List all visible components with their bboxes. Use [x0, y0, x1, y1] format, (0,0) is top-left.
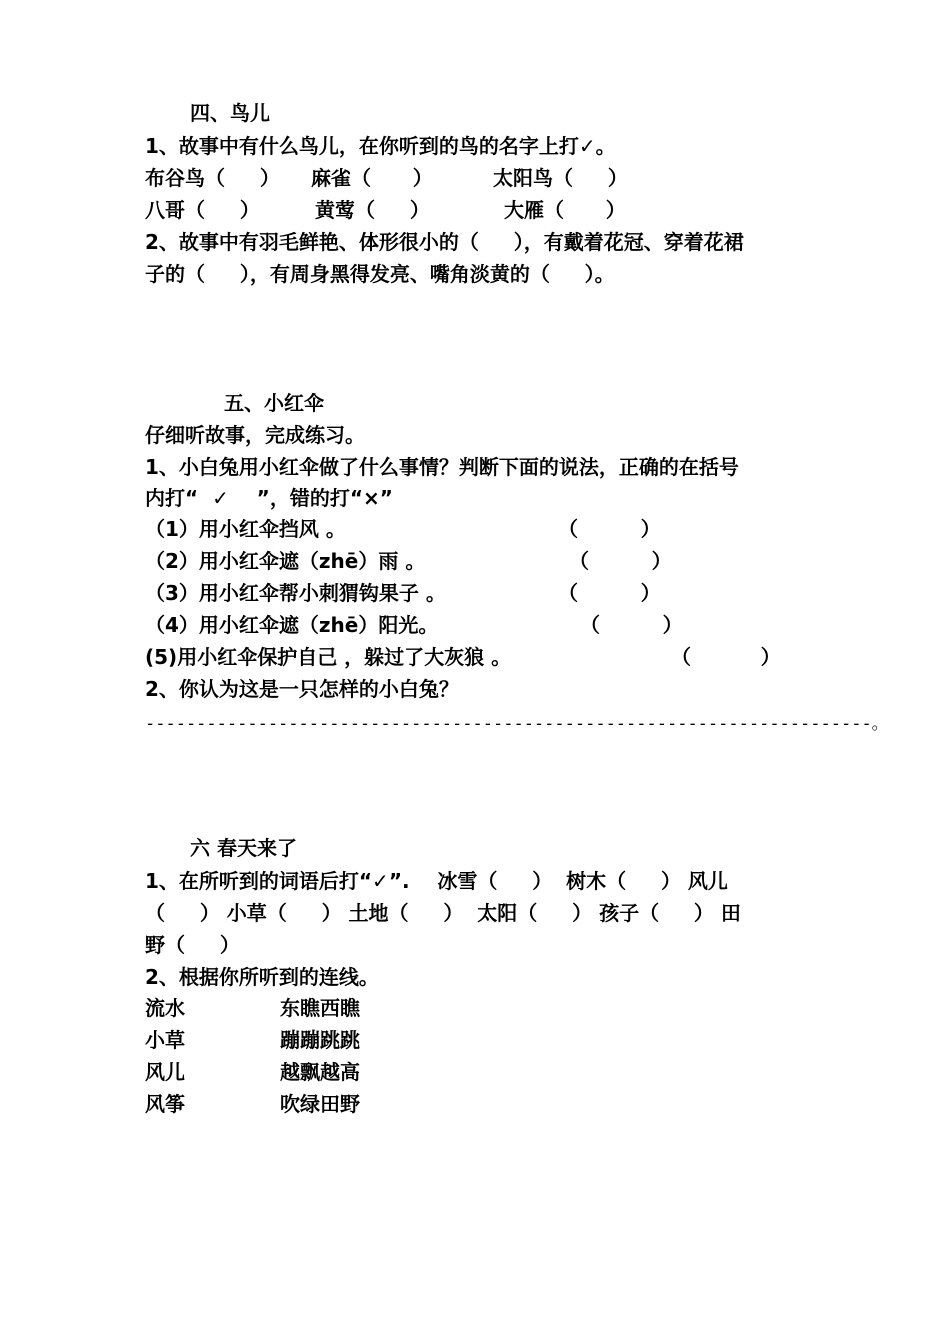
s4-question-2-line-1: 2、故事中有羽毛鲜艳、体形很小的（ ），有戴着花冠、穿着花裙 — [145, 230, 744, 254]
s5-item-1: （1）用小红伞挡风 。 — [145, 517, 346, 541]
s4-option-bage: 八哥（ ） — [145, 198, 260, 222]
s5-answer-line: -----------------------------------------------------------------------。 — [145, 714, 889, 734]
s5-item-5-blank: （ ） — [671, 645, 781, 669]
s5-item-2: （2）用小红伞遮（zhē）雨 。 — [145, 549, 426, 573]
match-left-3: 风儿 — [145, 1060, 185, 1084]
match-right-4: 吹绿田野 — [280, 1092, 360, 1116]
s5-item-1-blank: （ ） — [558, 517, 661, 541]
s4-option-buguniao: 布谷鸟（ ） — [145, 166, 280, 190]
s5-item-4-blank: （ ） — [580, 613, 683, 637]
match-left-1: 流水 — [145, 996, 185, 1020]
s5-item-5: (5)用小红伞保护自己 ，躲过了大灰狼 。 — [145, 645, 512, 669]
s4-option-taiyangniao: 太阳鸟（ ） — [493, 166, 628, 190]
s5-item-2-blank: （ ） — [569, 549, 672, 573]
match-left-2: 小草 — [145, 1028, 185, 1052]
match-right-2: 蹦蹦跳跳 — [280, 1028, 360, 1052]
s6-question-2: 2、根据你所听到的连线。 — [145, 965, 379, 989]
s4-option-maque: 麻雀（ ） — [311, 166, 433, 190]
s5-intro: 仔细听故事，完成练习。 — [145, 423, 365, 447]
s5-question-2: 2、你认为这是一只怎样的小白兔？ — [145, 677, 459, 701]
s5-question-1-line-1: 1、小白兔用小红伞做了什么事情？判断下面的说法，正确的在括号 — [145, 455, 739, 479]
s5-item-3: （3）用小红伞帮小刺猬钩果子 。 — [145, 581, 446, 605]
match-right-1: 东瞧西瞧 — [280, 996, 360, 1020]
s6-question-1-line-1: 1、在所听到的词语后打“✓”. 冰雪（ ） 树木（ ） 风儿 — [145, 869, 728, 893]
section-4-title: 四、鸟儿 — [190, 101, 270, 125]
s5-item-4: （4）用小红伞遮（zhē）阳光。 — [145, 613, 439, 637]
s4-option-huangying: 黄莺（ ） — [315, 198, 430, 222]
match-right-3: 越飘越高 — [280, 1060, 360, 1084]
s6-question-1-line-2: （ ） 小草（ ） 土地（ ） 太阳（ ） 孩子（ ） 田 — [145, 901, 741, 925]
match-left-4: 风筝 — [145, 1092, 185, 1116]
s4-option-dayan: 大雁（ ） — [504, 198, 626, 222]
s4-question-1: 1、故事中有什么鸟儿，在你听到的鸟的名字上打✓。 — [145, 134, 616, 158]
section-5-title: 五、小红伞 — [224, 391, 324, 415]
s4-question-2-line-2: 子的（ ），有周身黑得发亮、嘴角淡黄的（ ）。 — [145, 262, 615, 286]
section-6-title: 六 春天来了 — [190, 836, 297, 860]
s6-question-1-line-3: 野（ ） — [145, 933, 240, 957]
s5-question-1-line-2: 内打“ ✓ ”，错的打“×” — [145, 486, 393, 510]
s5-item-3-blank: （ ） — [558, 581, 661, 605]
